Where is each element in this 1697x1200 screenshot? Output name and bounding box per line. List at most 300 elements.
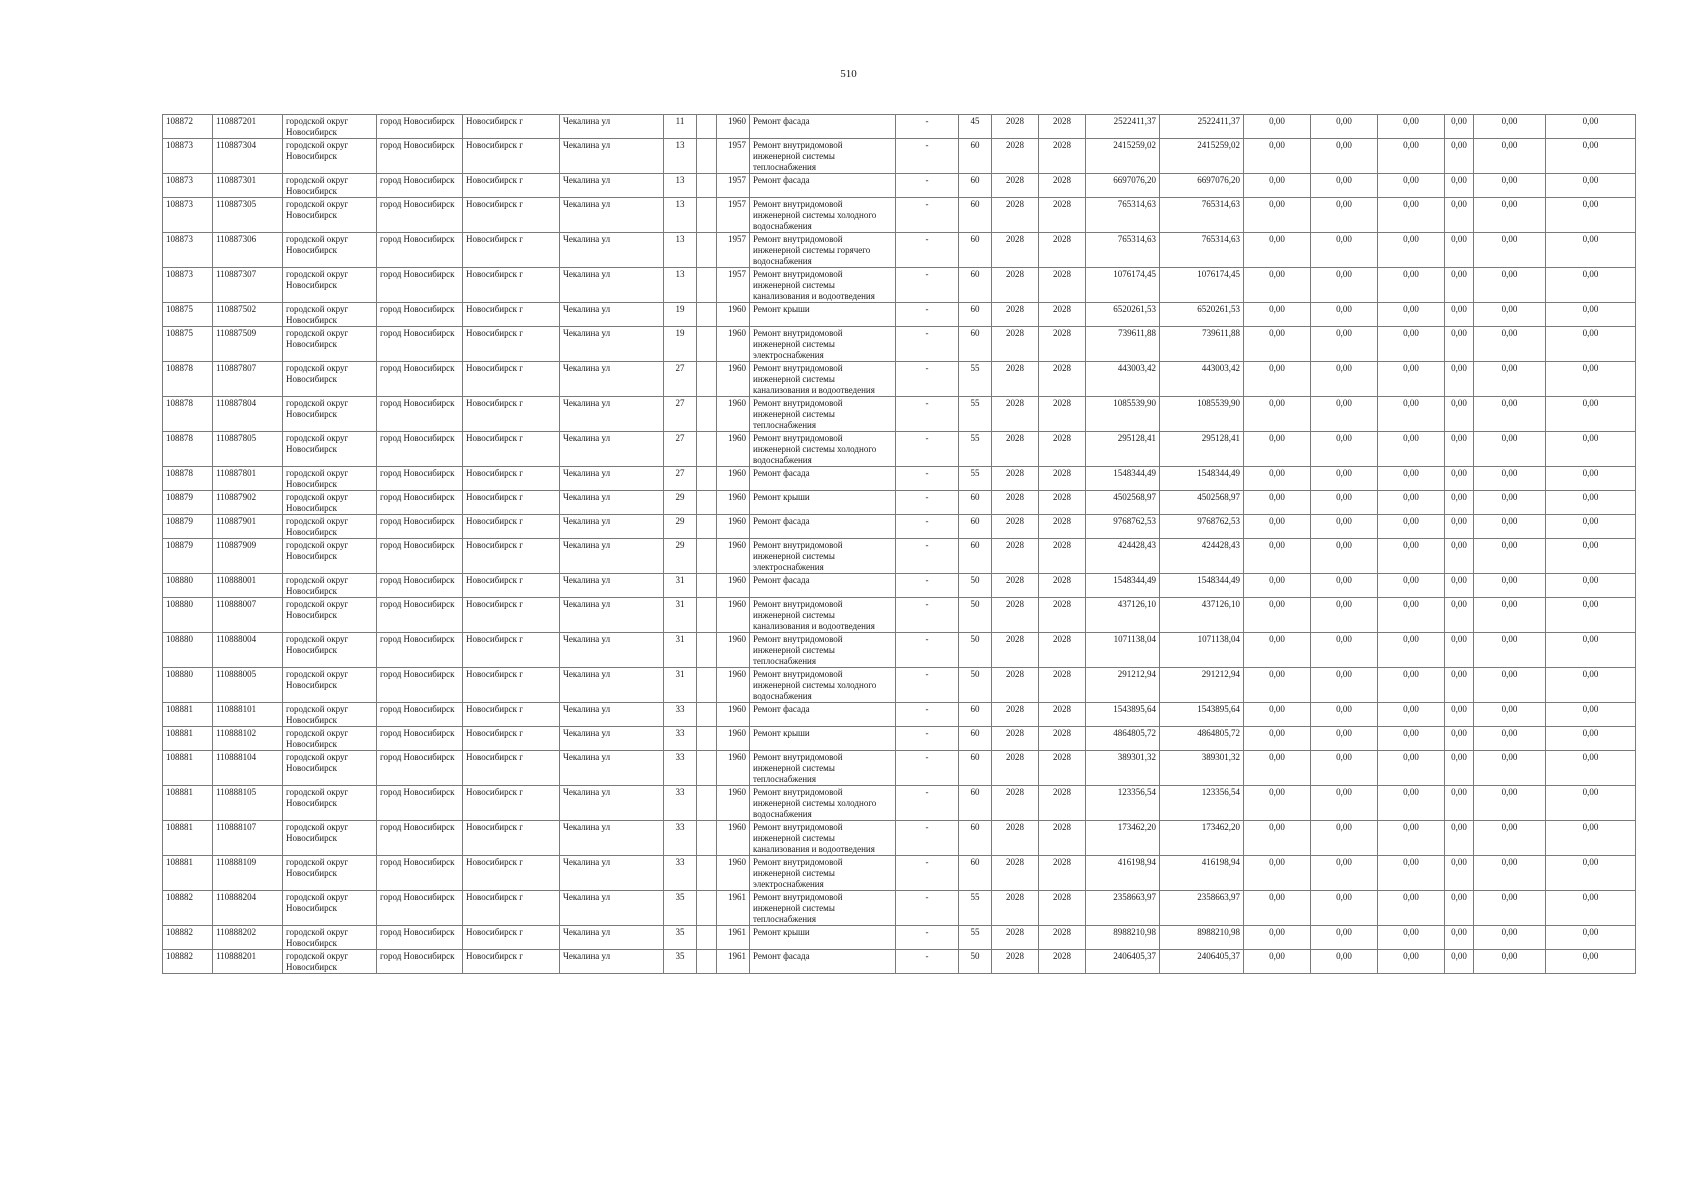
table-row <box>163 327 1636 362</box>
table-row <box>163 821 1636 856</box>
wear-percent-cell: 60 <box>959 515 992 539</box>
building-corp-cell <box>697 198 717 233</box>
fund-1-cell: 0,00 <box>1244 598 1311 633</box>
house-number-cell: 11 <box>664 115 697 139</box>
building-corp-cell <box>697 327 717 362</box>
work-type-cell: Ремонт внутридомовой инженерной системы холодного водоснабжения <box>750 668 896 703</box>
building-corp-cell <box>697 539 717 574</box>
flag-cell: - <box>896 668 959 703</box>
work-code-cell: 110887502 <box>213 303 283 327</box>
work-type-cell: Ремонт внутридомовой инженерной системы холодного водоснабжения <box>750 432 896 467</box>
fund-6-cell: 0,00 <box>1546 327 1636 362</box>
build-year-cell: 1961 <box>717 950 750 974</box>
district-cell: городской округ Новосибирск <box>283 786 377 821</box>
table-row <box>163 139 1636 174</box>
settlement-cell: город Новосибирск <box>377 115 463 139</box>
district-cell: городской округ Новосибирск <box>283 633 377 668</box>
fund-6-cell: 0,00 <box>1546 891 1636 926</box>
settlement-cell: город Новосибирск <box>377 303 463 327</box>
street-cell: Чекалина ул <box>560 633 664 668</box>
house-id-cell: 108878 <box>163 467 213 491</box>
building-corp-cell <box>697 727 717 751</box>
work-code-cell: 110888109 <box>213 856 283 891</box>
fund-1-cell: 0,00 <box>1244 139 1311 174</box>
build-year-cell: 1960 <box>717 539 750 574</box>
district-cell: городской округ Новосибирск <box>283 856 377 891</box>
settlement-cell: город Новосибирск <box>377 574 463 598</box>
fund-2-cell: 0,00 <box>1311 362 1378 397</box>
fund-3-cell: 0,00 <box>1378 786 1445 821</box>
fund-5-cell: 0,00 <box>1474 950 1546 974</box>
fund-4-cell: 0,00 <box>1445 515 1474 539</box>
fund-3-cell: 0,00 <box>1378 668 1445 703</box>
total-cost-cell: 443003,42 <box>1086 362 1160 397</box>
plan-start-cell: 2028 <box>992 362 1039 397</box>
street-cell: Чекалина ул <box>560 397 664 432</box>
fund-3-cell: 0,00 <box>1378 139 1445 174</box>
build-year-cell: 1961 <box>717 891 750 926</box>
build-year-cell: 1960 <box>717 574 750 598</box>
plan-start-cell: 2028 <box>992 598 1039 633</box>
fund-1-cell: 0,00 <box>1244 668 1311 703</box>
house-id-cell: 108878 <box>163 432 213 467</box>
plan-start-cell: 2028 <box>992 539 1039 574</box>
flag-cell: - <box>896 303 959 327</box>
city-cell: Новосибирск г <box>463 727 560 751</box>
flag-cell: - <box>896 926 959 950</box>
work-code-cell: 110888202 <box>213 926 283 950</box>
fund-1-cell: 0,00 <box>1244 856 1311 891</box>
work-type-cell: Ремонт внутридомовой инженерной системы электроснабжения <box>750 856 896 891</box>
plan-start-cell: 2028 <box>992 926 1039 950</box>
district-cell: городской округ Новосибирск <box>283 751 377 786</box>
settlement-cell: город Новосибирск <box>377 362 463 397</box>
house-number-cell: 13 <box>664 139 697 174</box>
street-cell: Чекалина ул <box>560 174 664 198</box>
fund-total-cell: 765314,63 <box>1160 198 1244 233</box>
flag-cell: - <box>896 703 959 727</box>
fund-4-cell: 0,00 <box>1445 950 1474 974</box>
build-year-cell: 1960 <box>717 751 750 786</box>
city-cell: Новосибирск г <box>463 397 560 432</box>
fund-6-cell: 0,00 <box>1546 139 1636 174</box>
work-type-cell: Ремонт внутридомовой инженерной системы канализования и водоотведения <box>750 821 896 856</box>
district-cell: городской округ Новосибирск <box>283 668 377 703</box>
district-cell: городской округ Новосибирск <box>283 491 377 515</box>
wear-percent-cell: 60 <box>959 821 992 856</box>
fund-5-cell: 0,00 <box>1474 174 1546 198</box>
plan-end-cell: 2028 <box>1039 303 1086 327</box>
work-code-cell: 110887801 <box>213 467 283 491</box>
district-cell: городской округ Новосибирск <box>283 539 377 574</box>
house-id-cell: 108873 <box>163 139 213 174</box>
house-id-cell: 108878 <box>163 397 213 432</box>
fund-1-cell: 0,00 <box>1244 727 1311 751</box>
fund-5-cell: 0,00 <box>1474 751 1546 786</box>
fund-5-cell: 0,00 <box>1474 821 1546 856</box>
district-cell: городской округ Новосибирск <box>283 397 377 432</box>
house-id-cell: 108881 <box>163 821 213 856</box>
plan-end-cell: 2028 <box>1039 139 1086 174</box>
fund-3-cell: 0,00 <box>1378 891 1445 926</box>
fund-6-cell: 0,00 <box>1546 174 1636 198</box>
work-code-cell: 110888004 <box>213 633 283 668</box>
fund-5-cell: 0,00 <box>1474 598 1546 633</box>
plan-end-cell: 2028 <box>1039 891 1086 926</box>
table-row <box>163 727 1636 751</box>
fund-4-cell: 0,00 <box>1445 303 1474 327</box>
flag-cell: - <box>896 950 959 974</box>
settlement-cell: город Новосибирск <box>377 633 463 668</box>
flag-cell: - <box>896 891 959 926</box>
building-corp-cell <box>697 362 717 397</box>
fund-4-cell: 0,00 <box>1445 491 1474 515</box>
fund-4-cell: 0,00 <box>1445 432 1474 467</box>
fund-5-cell: 0,00 <box>1474 303 1546 327</box>
table-row <box>163 515 1636 539</box>
table-row <box>163 467 1636 491</box>
street-cell: Чекалина ул <box>560 891 664 926</box>
fund-6-cell: 0,00 <box>1546 233 1636 268</box>
settlement-cell: город Новосибирск <box>377 856 463 891</box>
house-number-cell: 31 <box>664 574 697 598</box>
building-corp-cell <box>697 574 717 598</box>
house-id-cell: 108879 <box>163 515 213 539</box>
building-corp-cell <box>697 174 717 198</box>
fund-6-cell: 0,00 <box>1546 397 1636 432</box>
flag-cell: - <box>896 751 959 786</box>
total-cost-cell: 123356,54 <box>1086 786 1160 821</box>
flag-cell: - <box>896 467 959 491</box>
total-cost-cell: 1548344,49 <box>1086 574 1160 598</box>
fund-1-cell: 0,00 <box>1244 574 1311 598</box>
fund-3-cell: 0,00 <box>1378 574 1445 598</box>
fund-4-cell: 0,00 <box>1445 633 1474 668</box>
plan-end-cell: 2028 <box>1039 633 1086 668</box>
table-row <box>163 574 1636 598</box>
table-row <box>163 598 1636 633</box>
flag-cell: - <box>896 268 959 303</box>
city-cell: Новосибирск г <box>463 703 560 727</box>
house-number-cell: 27 <box>664 432 697 467</box>
fund-total-cell: 4502568,97 <box>1160 491 1244 515</box>
flag-cell: - <box>896 786 959 821</box>
house-number-cell: 13 <box>664 268 697 303</box>
work-code-cell: 110888007 <box>213 598 283 633</box>
total-cost-cell: 6520261,53 <box>1086 303 1160 327</box>
build-year-cell: 1960 <box>717 786 750 821</box>
table-row <box>163 751 1636 786</box>
plan-end-cell: 2028 <box>1039 174 1086 198</box>
fund-1-cell: 0,00 <box>1244 303 1311 327</box>
fund-1-cell: 0,00 <box>1244 115 1311 139</box>
plan-start-cell: 2028 <box>992 751 1039 786</box>
wear-percent-cell: 60 <box>959 539 992 574</box>
plan-start-cell: 2028 <box>992 950 1039 974</box>
fund-1-cell: 0,00 <box>1244 233 1311 268</box>
work-type-cell: Ремонт внутридомовой инженерной системы теплоснабжения <box>750 751 896 786</box>
settlement-cell: город Новосибирск <box>377 198 463 233</box>
house-number-cell: 27 <box>664 362 697 397</box>
total-cost-cell: 173462,20 <box>1086 821 1160 856</box>
fund-2-cell: 0,00 <box>1311 327 1378 362</box>
house-id-cell: 108881 <box>163 727 213 751</box>
fund-1-cell: 0,00 <box>1244 467 1311 491</box>
street-cell: Чекалина ул <box>560 467 664 491</box>
wear-percent-cell: 50 <box>959 633 992 668</box>
plan-start-cell: 2028 <box>992 432 1039 467</box>
fund-3-cell: 0,00 <box>1378 491 1445 515</box>
plan-start-cell: 2028 <box>992 786 1039 821</box>
house-id-cell: 108880 <box>163 668 213 703</box>
district-cell: городской округ Новосибирск <box>283 467 377 491</box>
district-cell: городской округ Новосибирск <box>283 139 377 174</box>
district-cell: городской округ Новосибирск <box>283 821 377 856</box>
fund-1-cell: 0,00 <box>1244 786 1311 821</box>
wear-percent-cell: 60 <box>959 233 992 268</box>
plan-start-cell: 2028 <box>992 574 1039 598</box>
table-row <box>163 397 1636 432</box>
flag-cell: - <box>896 856 959 891</box>
fund-2-cell: 0,00 <box>1311 268 1378 303</box>
building-corp-cell <box>697 268 717 303</box>
total-cost-cell: 389301,32 <box>1086 751 1160 786</box>
city-cell: Новосибирск г <box>463 198 560 233</box>
total-cost-cell: 291212,94 <box>1086 668 1160 703</box>
fund-total-cell: 443003,42 <box>1160 362 1244 397</box>
district-cell: городской округ Новосибирск <box>283 233 377 268</box>
house-id-cell: 108875 <box>163 303 213 327</box>
fund-4-cell: 0,00 <box>1445 174 1474 198</box>
fund-5-cell: 0,00 <box>1474 727 1546 751</box>
wear-percent-cell: 60 <box>959 198 992 233</box>
fund-6-cell: 0,00 <box>1546 539 1636 574</box>
fund-5-cell: 0,00 <box>1474 115 1546 139</box>
work-type-cell: Ремонт внутридомовой инженерной системы горячего водоснабжения <box>750 233 896 268</box>
flag-cell: - <box>896 139 959 174</box>
settlement-cell: город Новосибирск <box>377 703 463 727</box>
plan-end-cell: 2028 <box>1039 491 1086 515</box>
city-cell: Новосибирск г <box>463 303 560 327</box>
build-year-cell: 1960 <box>717 703 750 727</box>
fund-total-cell: 765314,63 <box>1160 233 1244 268</box>
plan-start-cell: 2028 <box>992 268 1039 303</box>
flag-cell: - <box>896 233 959 268</box>
plan-end-cell: 2028 <box>1039 198 1086 233</box>
fund-2-cell: 0,00 <box>1311 432 1378 467</box>
city-cell: Новосибирск г <box>463 362 560 397</box>
fund-1-cell: 0,00 <box>1244 515 1311 539</box>
building-corp-cell <box>697 397 717 432</box>
flag-cell: - <box>896 432 959 467</box>
plan-end-cell: 2028 <box>1039 668 1086 703</box>
fund-2-cell: 0,00 <box>1311 856 1378 891</box>
fund-3-cell: 0,00 <box>1378 751 1445 786</box>
settlement-cell: город Новосибирск <box>377 174 463 198</box>
fund-4-cell: 0,00 <box>1445 233 1474 268</box>
fund-1-cell: 0,00 <box>1244 432 1311 467</box>
total-cost-cell: 2406405,37 <box>1086 950 1160 974</box>
fund-2-cell: 0,00 <box>1311 303 1378 327</box>
fund-total-cell: 2406405,37 <box>1160 950 1244 974</box>
table-row <box>163 491 1636 515</box>
fund-total-cell: 8988210,98 <box>1160 926 1244 950</box>
wear-percent-cell: 60 <box>959 327 992 362</box>
settlement-cell: город Новосибирск <box>377 727 463 751</box>
settlement-cell: город Новосибирск <box>377 515 463 539</box>
fund-6-cell: 0,00 <box>1546 633 1636 668</box>
district-cell: городской округ Новосибирск <box>283 950 377 974</box>
wear-percent-cell: 50 <box>959 668 992 703</box>
work-code-cell: 110888204 <box>213 891 283 926</box>
house-number-cell: 19 <box>664 303 697 327</box>
fund-2-cell: 0,00 <box>1311 786 1378 821</box>
fund-5-cell: 0,00 <box>1474 397 1546 432</box>
city-cell: Новосибирск г <box>463 432 560 467</box>
fund-1-cell: 0,00 <box>1244 891 1311 926</box>
table-row <box>163 633 1636 668</box>
street-cell: Чекалина ул <box>560 303 664 327</box>
total-cost-cell: 2522411,37 <box>1086 115 1160 139</box>
work-code-cell: 110888101 <box>213 703 283 727</box>
table-body <box>163 115 1636 974</box>
street-cell: Чекалина ул <box>560 491 664 515</box>
house-id-cell: 108873 <box>163 268 213 303</box>
fund-4-cell: 0,00 <box>1445 397 1474 432</box>
total-cost-cell: 2358663,97 <box>1086 891 1160 926</box>
fund-6-cell: 0,00 <box>1546 786 1636 821</box>
build-year-cell: 1960 <box>717 303 750 327</box>
plan-end-cell: 2028 <box>1039 362 1086 397</box>
build-year-cell: 1960 <box>717 598 750 633</box>
fund-4-cell: 0,00 <box>1445 327 1474 362</box>
settlement-cell: город Новосибирск <box>377 891 463 926</box>
plan-end-cell: 2028 <box>1039 751 1086 786</box>
city-cell: Новосибирск г <box>463 115 560 139</box>
fund-5-cell: 0,00 <box>1474 786 1546 821</box>
fund-2-cell: 0,00 <box>1311 491 1378 515</box>
fund-6-cell: 0,00 <box>1546 703 1636 727</box>
fund-5-cell: 0,00 <box>1474 139 1546 174</box>
wear-percent-cell: 55 <box>959 926 992 950</box>
fund-total-cell: 1543895,64 <box>1160 703 1244 727</box>
work-type-cell: Ремонт фасада <box>750 950 896 974</box>
work-code-cell: 110887306 <box>213 233 283 268</box>
plan-end-cell: 2028 <box>1039 574 1086 598</box>
work-type-cell: Ремонт крыши <box>750 926 896 950</box>
wear-percent-cell: 60 <box>959 268 992 303</box>
build-year-cell: 1960 <box>717 515 750 539</box>
work-code-cell: 110888104 <box>213 751 283 786</box>
fund-1-cell: 0,00 <box>1244 397 1311 432</box>
fund-6-cell: 0,00 <box>1546 856 1636 891</box>
settlement-cell: город Новосибирск <box>377 139 463 174</box>
flag-cell: - <box>896 539 959 574</box>
page-number: 510 <box>840 68 857 80</box>
fund-2-cell: 0,00 <box>1311 198 1378 233</box>
plan-end-cell: 2028 <box>1039 598 1086 633</box>
fund-1-cell: 0,00 <box>1244 198 1311 233</box>
fund-total-cell: 6520261,53 <box>1160 303 1244 327</box>
fund-2-cell: 0,00 <box>1311 233 1378 268</box>
settlement-cell: город Новосибирск <box>377 327 463 362</box>
building-corp-cell <box>697 432 717 467</box>
wear-percent-cell: 60 <box>959 856 992 891</box>
build-year-cell: 1960 <box>717 397 750 432</box>
settlement-cell: город Новосибирск <box>377 926 463 950</box>
plan-start-cell: 2028 <box>992 327 1039 362</box>
settlement-cell: город Новосибирск <box>377 432 463 467</box>
city-cell: Новосибирск г <box>463 515 560 539</box>
total-cost-cell: 1543895,64 <box>1086 703 1160 727</box>
house-id-cell: 108880 <box>163 633 213 668</box>
fund-total-cell: 1548344,49 <box>1160 574 1244 598</box>
street-cell: Чекалина ул <box>560 362 664 397</box>
house-number-cell: 13 <box>664 198 697 233</box>
work-code-cell: 110887304 <box>213 139 283 174</box>
fund-1-cell: 0,00 <box>1244 821 1311 856</box>
district-cell: городской округ Новосибирск <box>283 598 377 633</box>
fund-2-cell: 0,00 <box>1311 703 1378 727</box>
table-row <box>163 926 1636 950</box>
fund-total-cell: 4864805,72 <box>1160 727 1244 751</box>
fund-6-cell: 0,00 <box>1546 432 1636 467</box>
total-cost-cell: 9768762,53 <box>1086 515 1160 539</box>
wear-percent-cell: 60 <box>959 174 992 198</box>
fund-4-cell: 0,00 <box>1445 703 1474 727</box>
work-code-cell: 110888102 <box>213 727 283 751</box>
building-corp-cell <box>697 926 717 950</box>
building-corp-cell <box>697 303 717 327</box>
fund-3-cell: 0,00 <box>1378 926 1445 950</box>
fund-5-cell: 0,00 <box>1474 198 1546 233</box>
building-corp-cell <box>697 633 717 668</box>
work-type-cell: Ремонт крыши <box>750 727 896 751</box>
fund-1-cell: 0,00 <box>1244 633 1311 668</box>
fund-total-cell: 1548344,49 <box>1160 467 1244 491</box>
work-code-cell: 110887909 <box>213 539 283 574</box>
fund-3-cell: 0,00 <box>1378 856 1445 891</box>
fund-1-cell: 0,00 <box>1244 268 1311 303</box>
city-cell: Новосибирск г <box>463 751 560 786</box>
street-cell: Чекалина ул <box>560 668 664 703</box>
plan-start-cell: 2028 <box>992 233 1039 268</box>
building-corp-cell <box>697 891 717 926</box>
fund-5-cell: 0,00 <box>1474 327 1546 362</box>
fund-3-cell: 0,00 <box>1378 515 1445 539</box>
house-number-cell: 33 <box>664 856 697 891</box>
district-cell: городской округ Новосибирск <box>283 574 377 598</box>
district-cell: городской округ Новосибирск <box>283 891 377 926</box>
fund-3-cell: 0,00 <box>1378 115 1445 139</box>
fund-5-cell: 0,00 <box>1474 539 1546 574</box>
fund-5-cell: 0,00 <box>1474 432 1546 467</box>
fund-2-cell: 0,00 <box>1311 115 1378 139</box>
fund-6-cell: 0,00 <box>1546 198 1636 233</box>
city-cell: Новосибирск г <box>463 574 560 598</box>
work-type-cell: Ремонт фасада <box>750 467 896 491</box>
fund-3-cell: 0,00 <box>1378 268 1445 303</box>
wear-percent-cell: 55 <box>959 891 992 926</box>
fund-4-cell: 0,00 <box>1445 891 1474 926</box>
district-cell: городской округ Новосибирск <box>283 327 377 362</box>
table-row <box>163 703 1636 727</box>
fund-4-cell: 0,00 <box>1445 926 1474 950</box>
build-year-cell: 1957 <box>717 139 750 174</box>
fund-6-cell: 0,00 <box>1546 491 1636 515</box>
settlement-cell: город Новосибирск <box>377 539 463 574</box>
work-type-cell: Ремонт внутридомовой инженерной системы электроснабжения <box>750 539 896 574</box>
